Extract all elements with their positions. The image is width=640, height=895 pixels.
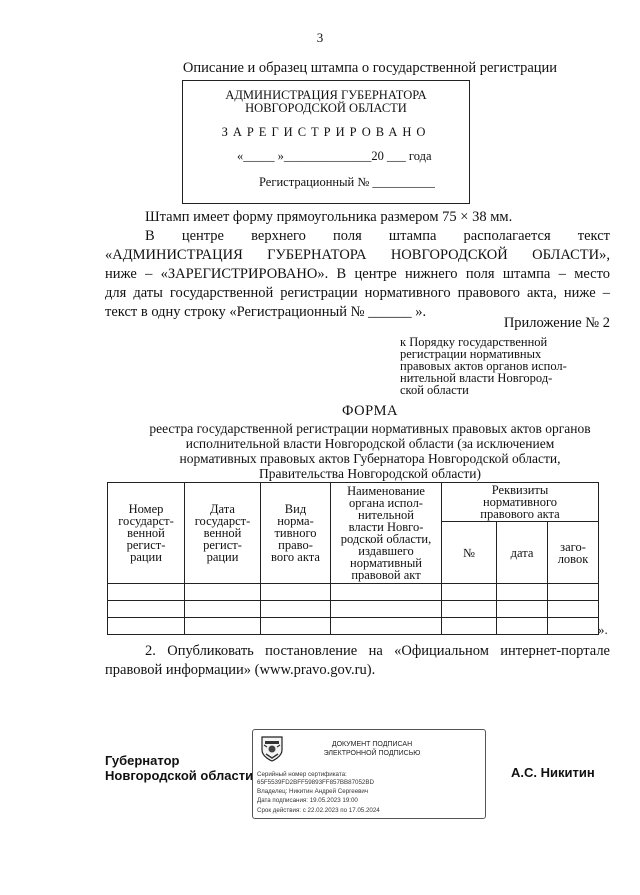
electronic-signature-stamp [252,729,486,819]
header-registration-number [108,483,185,584]
header-line: родской области, [340,532,432,546]
appendix-line: правовых актов органов испол- [400,359,567,373]
table-cell [442,584,497,601]
description-line-5: для даты государственной регистрации нормативного правового акта, ниже – [105,285,610,301]
appendix-line: к Порядку государственной [400,335,548,349]
item-2-line-1: 2. Опубликовать постановление на «Официальном интернет-портале [145,643,610,659]
header-line: тивного [274,526,317,540]
table-cell [548,601,599,618]
table-cell [261,584,331,601]
appendix-reference [400,336,590,396]
stamp-date-line: «_____ »______________20 ___ года [237,149,432,163]
form-subtitle-line: реестра государственной регистрации нормативных правовых актов органов [149,421,591,436]
header-line: регист- [126,538,166,552]
table-cell [185,584,261,601]
description-line-2: В центре верхнего поля штампа располагается текст [145,228,610,244]
signatory-position-line: Новгородской области [105,768,254,783]
header-line: государст- [118,514,174,528]
subheader-date: дата [497,522,548,584]
description-line-3: «АДМИНИСТРАЦИЯ ГУБЕРНАТОРА НОВГОРОДСКОЙ ОБЛАСТИ», [105,247,610,263]
item-2-line-2: правовой информации» (www.pravo.gov.ru). [105,662,376,678]
header-registration-date [185,483,261,584]
header-line: издавшего [358,544,414,558]
table-cell [331,618,442,635]
header-line: нительной [358,508,414,522]
registry-table [107,482,599,635]
description-line-4: ниже – «ЗАРЕГИСТРИРОВАНО». В центре нижнего поля штампа – место [105,266,610,282]
description-line-6: текст в одну строку «Регистрационный № ______ ». [105,304,427,320]
header-line: венной [203,526,242,540]
esig-validity: Срок действия: с 22.02.2023 по 17.05.2024 [257,807,380,814]
header-line: регист- [203,538,242,552]
table-cell [497,584,548,601]
table-cell [331,601,442,618]
coat-of-arms-icon [259,735,285,763]
stamp-registered: ЗАРЕГИСТРИРОВАНО [221,125,431,139]
stamp-line-1: АДМИНИСТРАЦИЯ ГУБЕРНАТОРА [225,88,427,102]
form-title: ФОРМА [341,403,399,419]
page-number: 3 [316,30,324,45]
form-subtitle-line: нормативных правовых актов Губернатора Новгородской области, [179,451,561,466]
stamp-header [183,89,469,115]
appendix-line: нительной власти Новгород- [400,371,553,385]
description-line-1: Штамп имеет форму прямоугольника размером 75 × 38 мм. [145,209,513,225]
header-line: ловок [557,551,589,566]
table-cell [331,584,442,601]
appendix-title: Приложение № 2 [503,315,610,331]
form-subtitle [100,421,640,481]
signatory-name: А.С. Никитин [511,765,595,780]
header-line: нормативный [350,556,422,570]
stamp-description [105,208,610,322]
table-cell [548,618,599,635]
header-line: вого акта [271,550,320,564]
header-line: Вид [284,502,307,516]
header-line: власти Новго- [348,520,424,534]
header-line: рации [206,550,239,564]
table-cell [497,601,548,618]
header-line: нормативного [482,495,558,509]
appendix-line: ской области [400,383,469,397]
header-act-type [261,483,331,584]
stamp-sample [182,80,470,204]
header-line: венной [127,526,165,540]
header-act-details [442,483,599,522]
esig-header [297,740,447,758]
item-2 [105,642,610,680]
header-line: правового акта [480,507,560,521]
table-cell [185,601,261,618]
table-cell [108,618,185,635]
form-subtitle-line: Правительства Новгородской области) [259,466,481,481]
closing-quote: ». [598,622,608,637]
header-line: Наименование [347,484,425,498]
header-line: Реквизиты [491,483,549,497]
table-row [108,584,599,601]
header-line: государст- [194,514,251,528]
esig-header-line: ЭЛЕКТРОННОЙ ПОДПИСЬЮ [323,750,421,757]
appendix-line: регистрации нормативных [400,347,542,361]
table-cell [497,618,548,635]
header-issuing-body [331,483,442,584]
header-line: норма- [277,514,314,528]
stamp-number-line: Регистрационный № __________ [259,175,435,189]
table-cell [548,584,599,601]
signatory-position [105,753,253,783]
table-cell [261,618,331,635]
esig-cert-label: Серийный номер сертификата: [257,771,347,778]
subheader-number: № [442,522,497,584]
table-cell [442,601,497,618]
table-row [108,601,599,618]
form-subtitle-line: исполнительной власти Новгородской области (за исключением [185,436,555,451]
table-cell [261,601,331,618]
header-line: органа испол- [349,496,423,510]
header-line: рации [130,550,162,564]
esig-signed-date: Дата подписания: 19.05.2023 19:00 [257,797,358,804]
esig-cert-number: 65F5539FD2BFF59893FF857BB87052BD [257,779,374,786]
table-cell [185,618,261,635]
table-cell [442,618,497,635]
header-line: Дата [210,502,235,516]
table-cell [108,601,185,618]
table-row [108,618,599,635]
esig-header-line: ДОКУМЕНТ ПОДПИСАН [331,741,413,748]
table-cell [108,584,185,601]
header-line: правовой акт [351,568,421,582]
header-line: Номер [128,502,164,516]
header-line: заго- [560,539,586,554]
esig-owner: Владелец: Никитин Андрей Сергеевич [257,788,369,795]
signatory-position-line: Губернатор [105,753,180,768]
stamp-caption: Описание и образец штампа о государственной регистрации [182,60,558,76]
subheader-title [548,522,599,584]
stamp-line-2: НОВГОРОДСКОЙ ОБЛАСТИ [245,101,407,115]
header-line: право- [278,538,313,552]
